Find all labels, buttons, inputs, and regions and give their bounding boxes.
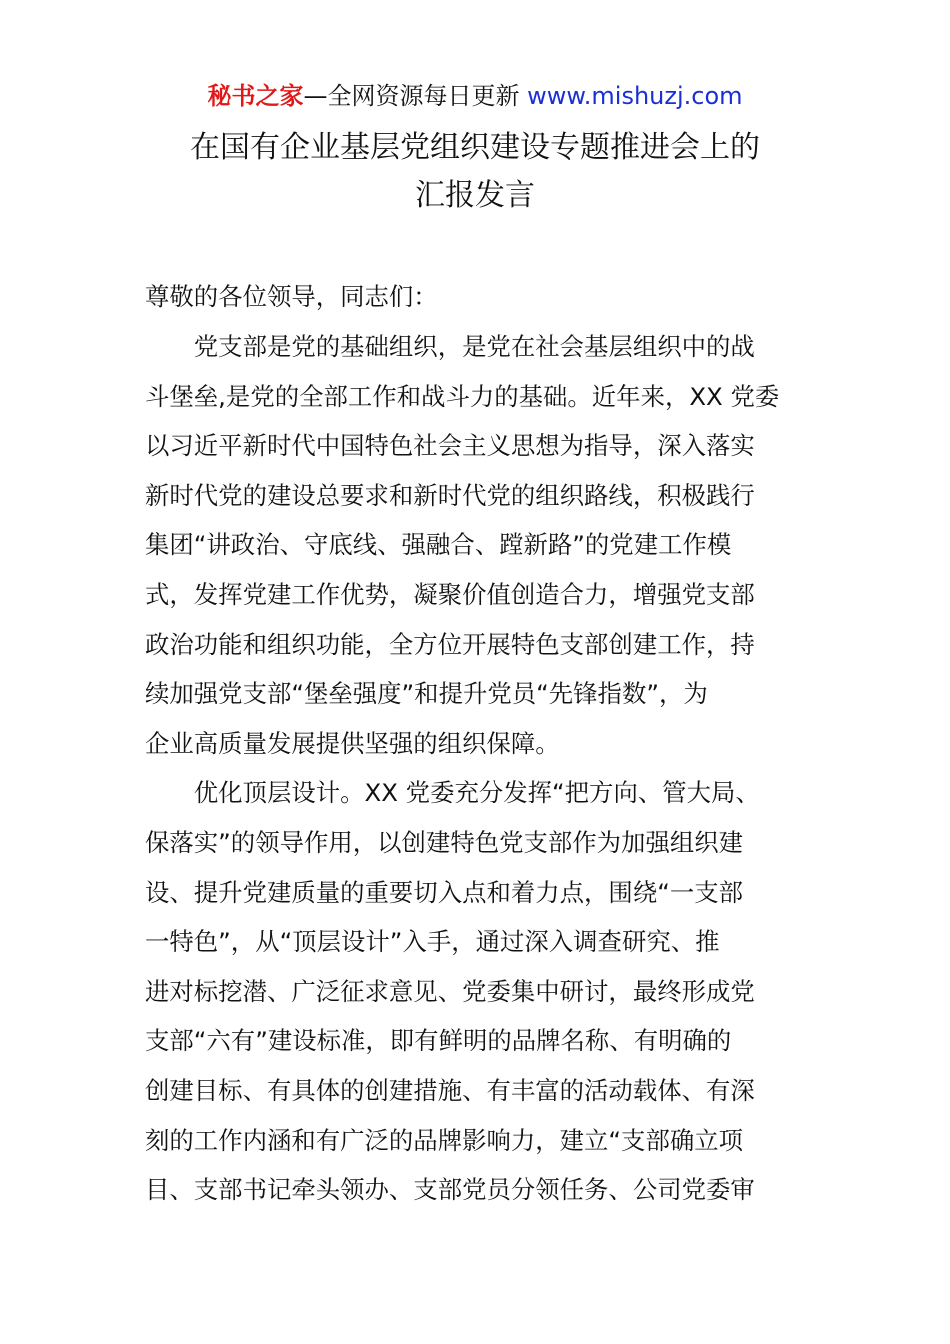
body-line: 政治功能和组织功能，全方位开展特色支部创建工作，持 <box>145 630 755 659</box>
body-line: 目、支部书记牵头领办、支部党员分领任务、公司党委审 <box>145 1175 755 1204</box>
salutation: 尊敬的各位领导，同志们： <box>145 282 438 311</box>
body-line: 党支部是党的基础组织，是党在社会基层组织中的战 <box>145 332 755 361</box>
body-line: 支部“六有”建设标准，即有鲜明的品牌名称、有明确的 <box>145 1026 732 1055</box>
document-title-line-1: 在国有企业基层党组织建设专题推进会上的 <box>190 130 760 165</box>
site-url-link[interactable]: www.mishuzj.com <box>527 82 743 110</box>
body-line: 刻的工作内涵和有广泛的品牌影响力，建立“支部确立项 <box>145 1126 744 1155</box>
document-title-line-2: 汇报发言 <box>415 178 535 213</box>
body-line: 企业高质量发展提供坚强的组织保障。 <box>145 729 560 758</box>
body-line: 设、提升党建质量的重要切入点和着力点，围绕“一支部 <box>145 878 744 907</box>
body-line: 创建目标、有具体的创建措施、有丰富的活动载体、有深 <box>145 1076 755 1105</box>
body-line: 斗堡垒,是党的全部工作和战斗力的基础。近年来，XX 党委 <box>145 382 780 411</box>
body-line: 一特色”，从“顶层设计”入手，通过深入调查研究、推 <box>145 927 720 956</box>
header-tagline: —全网资源每日更新 <box>303 82 520 110</box>
body-line: 续加强党支部“堡垒强度”和提升党员“先锋指数”，为 <box>145 679 708 708</box>
body-line: 进对标挖潜、广泛征求意见、党委集中研讨，最终形成党 <box>145 977 755 1006</box>
body-line: 新时代党的建设总要求和新时代党的组织路线，积极践行 <box>145 481 755 510</box>
body-line: 优化顶层设计。XX 党委充分发挥“把方向、管大局、 <box>145 778 760 807</box>
body-line: 保落实”的领导作用，以创建特色党支部作为加强组织建 <box>145 828 744 857</box>
body-line: 以习近平新时代中国特色社会主义思想为指导，深入落实 <box>145 431 755 460</box>
site-header <box>0 80 950 112</box>
body-line: 集团“讲政治、守底线、强融合、蹚新路”的党建工作模 <box>145 530 732 559</box>
brand-name: 秘书之家 <box>207 82 304 110</box>
body-line: 式，发挥党建工作优势，凝聚价值创造合力，增强党支部 <box>145 580 755 609</box>
